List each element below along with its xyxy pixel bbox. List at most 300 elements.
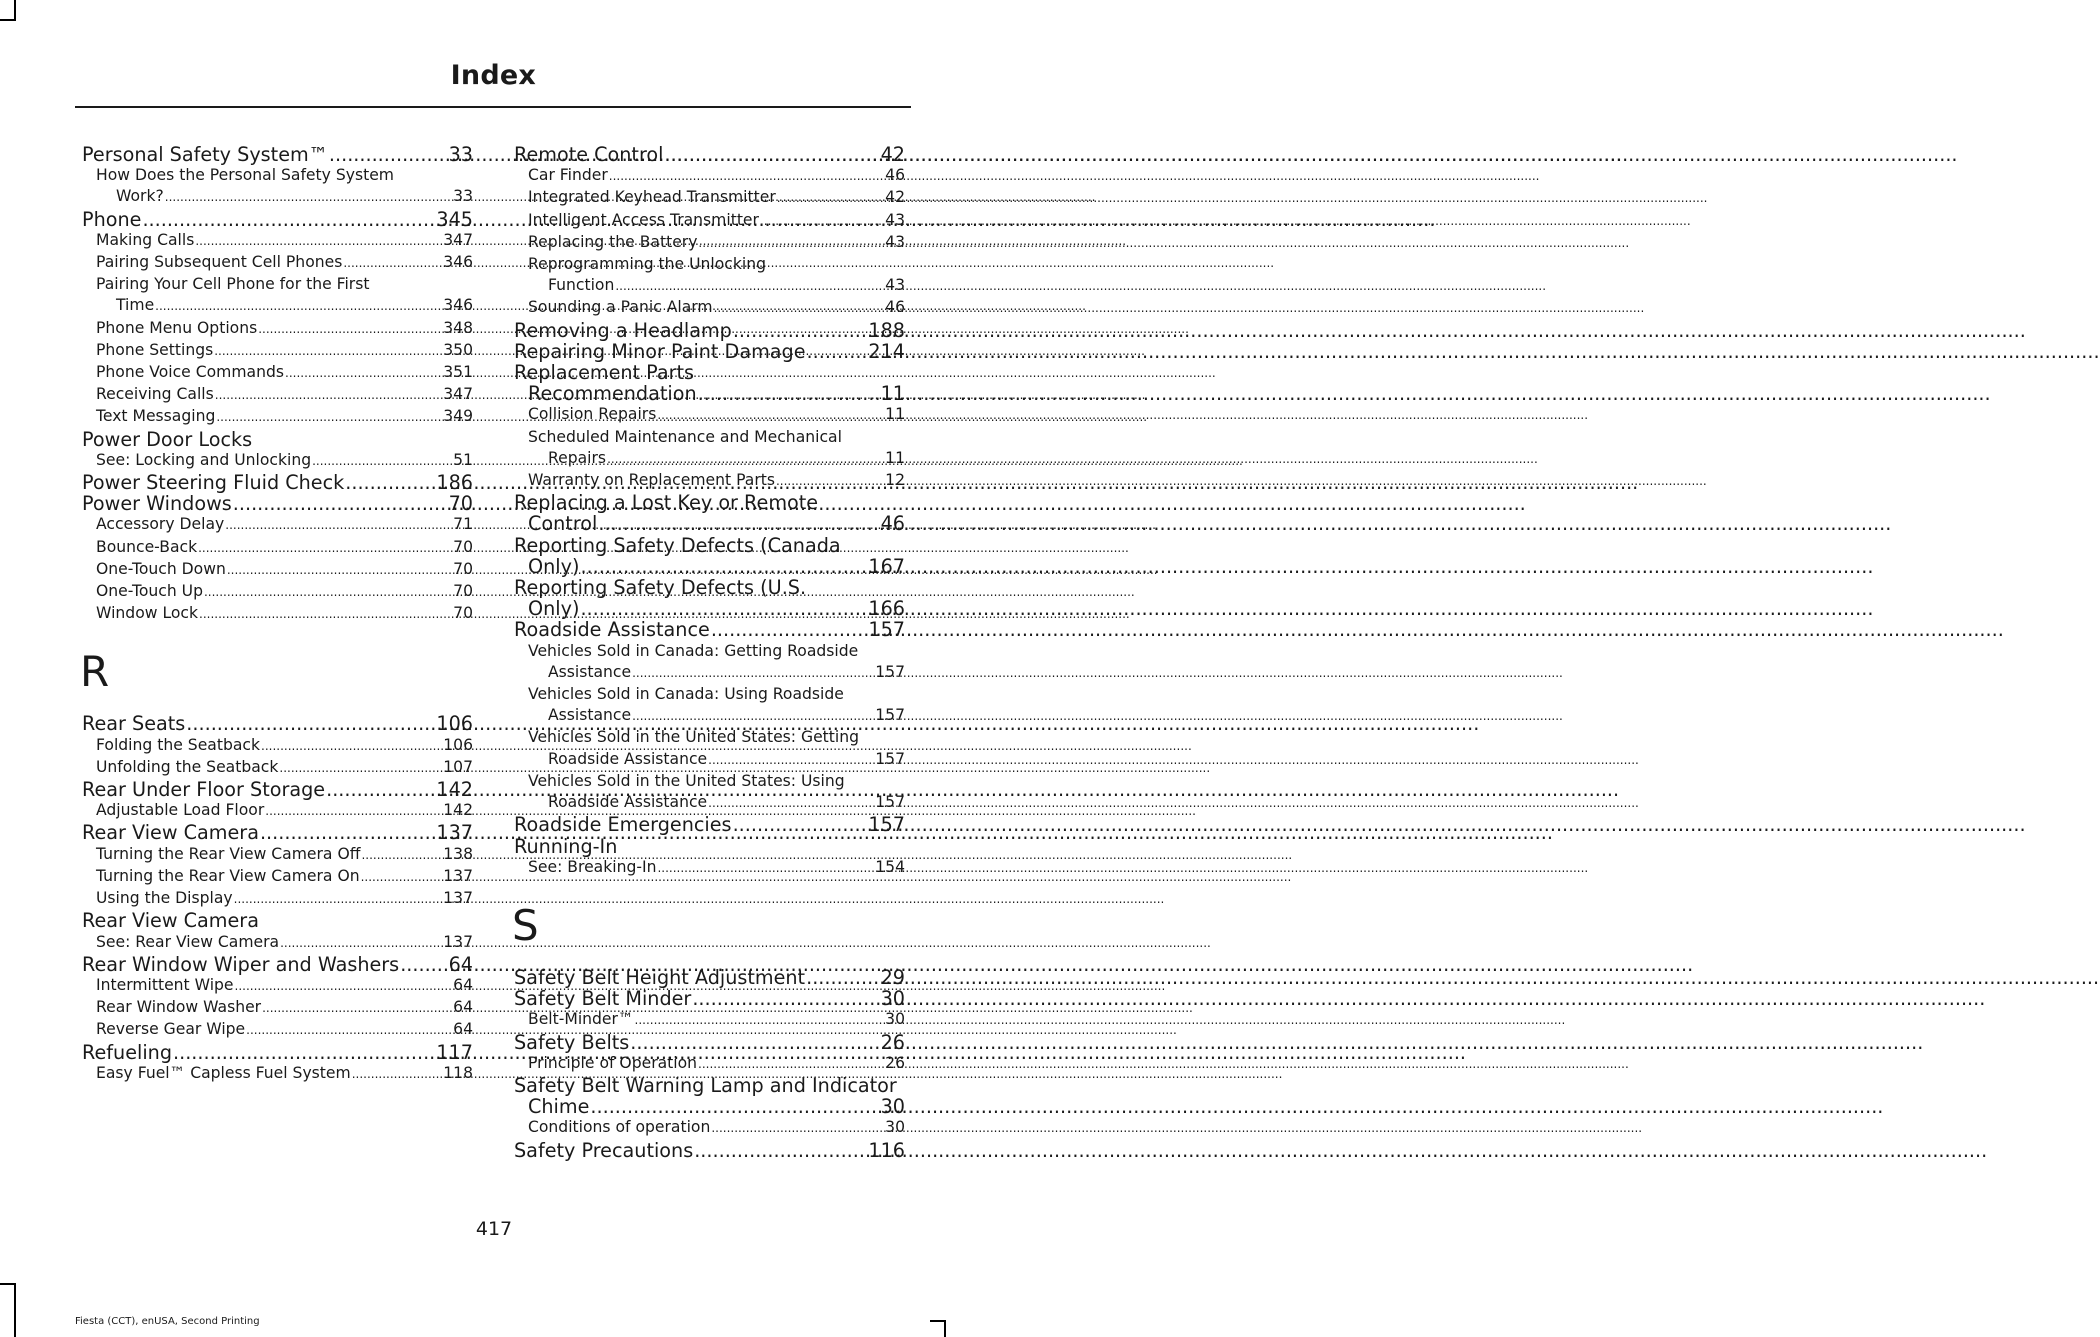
entry-label: One-Touch Down — [96, 559, 226, 578]
entry-row — [82, 779, 473, 800]
dot-leader — [806, 967, 879, 988]
index-subentry[interactable] — [82, 844, 473, 866]
index-entry[interactable] — [82, 910, 473, 931]
index-subentry[interactable] — [514, 641, 905, 684]
page-ref: 30 — [880, 1095, 905, 1119]
footer-text: Fiesta (CCT), enUSA, Second Printing — [75, 1316, 260, 1327]
index-subentry[interactable] — [82, 735, 473, 757]
index-entry[interactable] — [514, 1140, 905, 1161]
index-subentry[interactable] — [82, 340, 473, 362]
entry-label: Making Calls — [96, 230, 195, 249]
entry-label: Power Steering Fluid Check — [82, 471, 345, 495]
page-ref: 137 — [436, 821, 473, 845]
entry-row — [528, 187, 905, 209]
entry-row — [96, 1019, 473, 1041]
dot-leader — [714, 297, 885, 319]
index-subentry[interactable] — [82, 757, 473, 779]
index-subentry[interactable] — [82, 514, 473, 536]
index-entry[interactable] — [514, 814, 905, 835]
dot-leader — [234, 888, 443, 910]
entry-label: Phone — [82, 207, 142, 231]
entry-row — [514, 383, 905, 404]
page-ref: 11 — [885, 448, 905, 467]
dot-leader — [733, 814, 868, 835]
entry-label: Roadside Assistance — [514, 618, 710, 642]
entry-label-cont: Roadside Assistance — [548, 749, 708, 768]
entry-label: Refueling — [82, 1040, 172, 1064]
dot-leader — [215, 384, 442, 406]
entry-label: Roadside Emergencies — [514, 813, 732, 837]
page-title: Index — [450, 60, 536, 91]
entry-row — [528, 448, 905, 470]
page-ref: 71 — [453, 515, 473, 534]
index-subentry[interactable] — [514, 1053, 905, 1075]
dot-leader — [186, 713, 435, 734]
index-entry[interactable] — [514, 1032, 905, 1053]
entry-label: Safety Precautions — [514, 1138, 694, 1162]
index-subentry[interactable] — [514, 427, 905, 470]
page-ref: 46 — [885, 298, 905, 317]
entry-row — [96, 735, 473, 757]
index-subentry[interactable] — [514, 297, 905, 319]
entry-row — [82, 1042, 473, 1063]
index-subentry[interactable] — [82, 384, 473, 406]
index-entry[interactable] — [514, 967, 905, 988]
entry-row — [96, 295, 473, 317]
dot-leader — [580, 598, 867, 619]
entry-label: Collision Repairs — [528, 405, 657, 424]
entry-row — [514, 967, 905, 988]
crop-mark-bottom-left-h — [0, 1283, 16, 1285]
entry-row — [528, 792, 905, 814]
page-ref: 157 — [875, 706, 905, 725]
page-ref: 117 — [436, 1040, 473, 1064]
entry-label-cont: Time — [116, 296, 155, 315]
entry-label-cont: Repairs — [548, 448, 607, 467]
page-ref: 350 — [443, 340, 473, 359]
entry-row — [82, 209, 473, 230]
entry-row — [514, 1140, 905, 1161]
entry-label: Remote Control — [514, 143, 664, 166]
page-ref: 157 — [868, 813, 905, 837]
entry-label: Sounding a Panic Alarm — [528, 298, 713, 317]
index-subentry[interactable] — [82, 406, 473, 428]
index-entry[interactable] — [82, 472, 473, 493]
dot-leader — [776, 470, 884, 492]
entry-row — [528, 749, 905, 771]
dot-leader — [632, 662, 874, 684]
dot-leader — [630, 1032, 879, 1053]
entry-label: Personal Safety System™ — [82, 143, 328, 166]
page-ref: 70 — [448, 492, 473, 516]
dot-leader — [711, 1117, 884, 1139]
page-ref: 154 — [875, 857, 905, 876]
index-subentry[interactable] — [514, 771, 905, 814]
entry-label: One-Touch Up — [96, 582, 203, 601]
page-ref: 167 — [868, 554, 905, 578]
index-entry[interactable] — [82, 713, 473, 734]
index-entry[interactable] — [82, 493, 473, 514]
entry-label: Running-In — [514, 834, 618, 858]
section-letter: S — [512, 900, 539, 950]
page-ref: 137 — [443, 932, 473, 951]
entry-label: Rear Window Wiper and Washers — [82, 952, 400, 976]
entry-label: Replacing the Battery — [528, 232, 698, 251]
dot-leader — [279, 757, 442, 779]
page-ref: 116 — [868, 1138, 905, 1162]
entry-row — [528, 1117, 905, 1139]
entry-label: Reporting Safety Defects (U.S. — [514, 576, 807, 600]
page-ref: 64 — [453, 975, 473, 994]
index-subentry[interactable] — [82, 362, 473, 384]
entry-label: Warranty on Replacement Parts — [528, 471, 775, 490]
entry-label-cont: Assistance — [548, 662, 632, 681]
entry-label: Window Lock — [96, 604, 198, 623]
dot-leader — [711, 619, 868, 640]
index-entry[interactable] — [514, 535, 905, 577]
entry-label: Safety Belt Warning Lamp and Indicator — [514, 1073, 897, 1097]
page-ref: 46 — [885, 166, 905, 185]
entry-row — [514, 556, 905, 577]
page-ref: 26 — [885, 1053, 905, 1072]
entry-label: Turning the Rear View Camera On — [96, 866, 360, 885]
page-ref: 106 — [443, 735, 473, 754]
page-ref: 29 — [880, 965, 905, 989]
page-ref: 137 — [443, 889, 473, 908]
index-subentry[interactable] — [514, 254, 905, 297]
index-entry[interactable] — [514, 492, 905, 534]
entry-row — [528, 232, 905, 254]
entry-label: Folding the Seatback — [96, 735, 261, 754]
entry-row — [528, 705, 905, 727]
dot-leader — [265, 800, 442, 822]
section-letter: R — [80, 647, 110, 697]
dot-leader — [657, 404, 884, 426]
index-entry[interactable] — [82, 779, 473, 800]
page-ref: 12 — [885, 471, 905, 490]
page-ref: 138 — [443, 844, 473, 863]
entry-label: Vehicles Sold in the United States: Getting — [528, 728, 860, 747]
entry-row — [96, 997, 473, 1019]
index-entry[interactable] — [514, 577, 905, 619]
entry-label-cont: Work? — [116, 187, 164, 206]
entry-label: Conditions of operation — [528, 1118, 711, 1137]
index-entry[interactable] — [514, 362, 905, 404]
entry-row — [514, 320, 905, 341]
entry-row — [96, 318, 473, 340]
dot-leader — [214, 340, 442, 362]
entry-row — [96, 230, 473, 252]
entry-label: Scheduled Maintenance and Mechanical — [528, 427, 842, 446]
entry-label: Easy Fuel™ Capless Fuel System — [96, 1063, 351, 1082]
page-ref: 214 — [868, 339, 905, 363]
dot-leader — [665, 144, 880, 165]
entry-label-cont: Only) — [528, 554, 580, 578]
entry-label: Rear View Camera — [82, 821, 259, 845]
page-ref: 346 — [443, 253, 473, 272]
entry-label: See: Locking and Unlocking — [96, 450, 312, 469]
entry-label: Principle of Operation — [528, 1053, 698, 1072]
page-ref: 118 — [443, 1063, 473, 1082]
index-subentry[interactable] — [82, 603, 473, 625]
dot-leader — [235, 975, 453, 997]
index-subentry[interactable] — [82, 318, 473, 340]
entry-label: Belt-Minder™ — [528, 1010, 634, 1029]
dot-leader — [262, 997, 452, 1019]
entry-label: Rear Seats — [82, 712, 186, 736]
index-subentry[interactable] — [82, 800, 473, 822]
page-ref: 33 — [453, 187, 473, 206]
page-number: 417 — [475, 1218, 513, 1240]
page-ref: 11 — [885, 405, 905, 424]
index-subentry[interactable] — [514, 210, 905, 232]
page-ref: 107 — [443, 757, 473, 776]
entry-label: Removing a Headlamp — [514, 318, 732, 342]
entry-label: Rear Window Washer — [96, 998, 262, 1017]
index-entry[interactable] — [514, 1075, 905, 1117]
entry-label: Replacement Parts — [514, 361, 695, 385]
entry-label: Repairing Minor Paint Damage — [514, 339, 806, 363]
dot-leader — [632, 705, 874, 727]
entry-row — [82, 822, 473, 843]
index-subentry[interactable] — [514, 1009, 905, 1031]
entry-row — [528, 210, 905, 232]
index-subentry[interactable] — [82, 252, 473, 274]
entry-row — [96, 844, 473, 866]
page-ref: 70 — [453, 604, 473, 623]
header-rule — [75, 106, 911, 108]
entry-row — [82, 954, 473, 975]
page-ref: 43 — [885, 232, 905, 251]
index-subentry[interactable] — [514, 1117, 905, 1139]
page-ref: 33 — [448, 143, 473, 166]
index-subentry[interactable] — [82, 230, 473, 252]
entry-row — [96, 866, 473, 888]
dot-leader — [216, 406, 442, 428]
entry-row — [528, 165, 905, 187]
entry-row — [514, 598, 905, 619]
entry-label: Pairing Subsequent Cell Phones — [96, 253, 343, 272]
entry-row — [514, 619, 905, 640]
entry-label-cont: Only) — [528, 597, 580, 621]
entry-label: Intelligent Access Transmitter — [528, 210, 759, 229]
entry-row — [528, 297, 905, 319]
index-subentry[interactable] — [82, 997, 473, 1019]
page-ref: 70 — [453, 559, 473, 578]
index-subentry[interactable] — [82, 581, 473, 603]
entry-row — [514, 1032, 905, 1053]
entry-row — [514, 144, 905, 165]
page-ref: 349 — [443, 407, 473, 426]
entry-label: Unfolding the Seatback — [96, 757, 279, 776]
dot-leader — [155, 295, 442, 317]
index-entry[interactable] — [82, 954, 473, 975]
index-subentry[interactable] — [514, 232, 905, 254]
entry-row — [528, 1009, 905, 1031]
index-subentry[interactable] — [514, 470, 905, 492]
entry-row — [96, 559, 473, 581]
entry-row — [96, 186, 473, 208]
dot-leader — [258, 318, 442, 340]
index-entry[interactable] — [514, 619, 905, 640]
page-ref: 43 — [885, 210, 905, 229]
index-subentry[interactable] — [82, 1019, 473, 1041]
index-subentry[interactable] — [82, 975, 473, 997]
index-entry[interactable] — [514, 341, 905, 362]
entry-row — [96, 362, 473, 384]
dot-leader — [598, 513, 879, 534]
dot-leader — [580, 556, 867, 577]
dot-leader — [733, 320, 868, 341]
page-ref: 26 — [880, 1030, 905, 1054]
index-subentry[interactable] — [82, 559, 473, 581]
dot-leader — [173, 1042, 435, 1063]
crop-mark-bottom-right-h — [930, 1320, 946, 1322]
page-ref: 42 — [885, 188, 905, 207]
page-ref: 345 — [436, 207, 473, 231]
index-entry[interactable] — [514, 988, 905, 1009]
entry-row — [514, 1096, 905, 1117]
entry-label: Power Windows — [82, 492, 232, 516]
entry-label: Vehicles Sold in Canada: Using Roadside — [528, 685, 844, 704]
entry-row — [96, 757, 473, 779]
dot-leader — [233, 493, 448, 514]
entry-row — [96, 450, 473, 472]
page-ref: 347 — [443, 385, 473, 404]
entry-label: Text Messaging — [96, 407, 216, 426]
dot-leader — [246, 1019, 452, 1041]
page-ref: 70 — [453, 537, 473, 556]
page-ref: 351 — [443, 363, 473, 382]
page-ref: 43 — [885, 276, 905, 295]
entry-row — [514, 814, 905, 835]
page-ref: 157 — [875, 793, 905, 812]
dot-leader — [361, 844, 442, 866]
entry-label-cont: Assistance — [548, 706, 632, 725]
page-ref: 64 — [448, 952, 473, 976]
entry-label: Phone Voice Commands — [96, 363, 284, 382]
entry-row — [96, 800, 473, 822]
page-ref: 157 — [868, 618, 905, 642]
index-entry[interactable] — [82, 1042, 473, 1063]
index-subentry[interactable] — [82, 866, 473, 888]
entry-label: Reporting Safety Defects (Canada — [514, 533, 841, 557]
entry-row — [96, 252, 473, 274]
index-column-left — [82, 144, 473, 1085]
entry-label: Adjustable Load Floor — [96, 801, 265, 820]
dot-leader — [635, 1009, 885, 1031]
index-entry[interactable] — [514, 144, 905, 165]
crop-mark-bottom-right-v — [944, 1320, 946, 1337]
dot-leader — [329, 144, 448, 165]
entry-label: Using the Display — [96, 889, 233, 908]
entry-row — [514, 513, 905, 534]
dot-leader — [400, 954, 447, 975]
entry-label: Vehicles Sold in the United States: Using — [528, 771, 845, 790]
entry-label: Intermittent Wipe — [96, 975, 234, 994]
page-ref: 348 — [443, 318, 473, 337]
entry-label: Turning the Rear View Camera Off — [96, 844, 361, 863]
entry-label: See: Rear View Camera — [96, 932, 280, 951]
entry-row — [96, 603, 473, 625]
entry-label: Receiving Calls — [96, 385, 214, 404]
entry-label: Integrated Keyhead Transmitter — [528, 188, 776, 207]
index-entry[interactable] — [82, 822, 473, 843]
page-ref: 142 — [443, 801, 473, 820]
page-ref: 30 — [885, 1010, 905, 1029]
entry-row — [82, 493, 473, 514]
entry-row — [528, 404, 905, 426]
entry-label: Power Door Locks — [82, 427, 253, 451]
page-ref: 157 — [875, 749, 905, 768]
dot-leader — [590, 1096, 879, 1117]
entry-label-cont: Recommendation — [528, 382, 697, 406]
entry-row — [514, 341, 905, 362]
index-subentry[interactable] — [82, 537, 473, 559]
index-subentry[interactable] — [514, 684, 905, 727]
page-ref: 46 — [880, 512, 905, 536]
index-subentry[interactable] — [514, 165, 905, 187]
entry-label: Phone Settings — [96, 340, 214, 359]
index-subentry[interactable] — [82, 274, 473, 317]
dot-leader — [195, 230, 442, 252]
entry-label: Pairing Your Cell Phone for the First — [96, 275, 370, 294]
index-entry[interactable] — [514, 320, 905, 341]
page-ref: 186 — [436, 471, 473, 495]
entry-label: Safety Belt Minder — [514, 987, 692, 1011]
page-ref: 42 — [880, 143, 905, 166]
page-ref: 142 — [436, 778, 473, 802]
index-subentry[interactable] — [82, 450, 473, 472]
entry-row — [528, 857, 905, 879]
index-subentry[interactable] — [82, 888, 473, 910]
dot-leader — [694, 1140, 867, 1161]
crop-mark-top-left-h — [0, 19, 16, 21]
dot-leader — [142, 209, 435, 230]
index-subentry[interactable] — [514, 404, 905, 426]
dot-leader — [198, 537, 452, 559]
index-subentry[interactable] — [514, 857, 905, 879]
dot-leader — [657, 857, 874, 879]
page-ref: 106 — [436, 712, 473, 736]
page-ref: 64 — [453, 1020, 473, 1039]
entry-label: Reprogramming the Unlocking — [528, 255, 766, 274]
index-subentry[interactable] — [82, 1063, 473, 1085]
index-entry[interactable] — [514, 836, 905, 857]
dot-leader — [345, 472, 435, 493]
entry-label: Safety Belts — [514, 1030, 630, 1054]
index-entry[interactable] — [82, 144, 473, 165]
dot-leader — [227, 559, 452, 581]
crop-mark-bottom-left-v — [14, 1283, 16, 1337]
index-subentry[interactable] — [82, 165, 473, 208]
dot-leader — [199, 603, 452, 625]
index-subentry[interactable] — [82, 932, 473, 954]
dot-leader — [352, 1063, 443, 1085]
dot-leader — [165, 186, 452, 208]
page-ref: 70 — [453, 582, 473, 601]
index-entry[interactable] — [82, 209, 473, 230]
entry-label: Replacing a Lost Key or Remote — [514, 491, 819, 515]
index-subentry[interactable] — [514, 187, 905, 209]
dot-leader — [708, 749, 874, 771]
entry-row — [528, 1053, 905, 1075]
dot-leader — [698, 1053, 884, 1075]
index-entry[interactable] — [82, 429, 473, 450]
dot-leader — [260, 822, 435, 843]
entry-row — [528, 275, 905, 297]
index-subentry[interactable] — [514, 727, 905, 770]
